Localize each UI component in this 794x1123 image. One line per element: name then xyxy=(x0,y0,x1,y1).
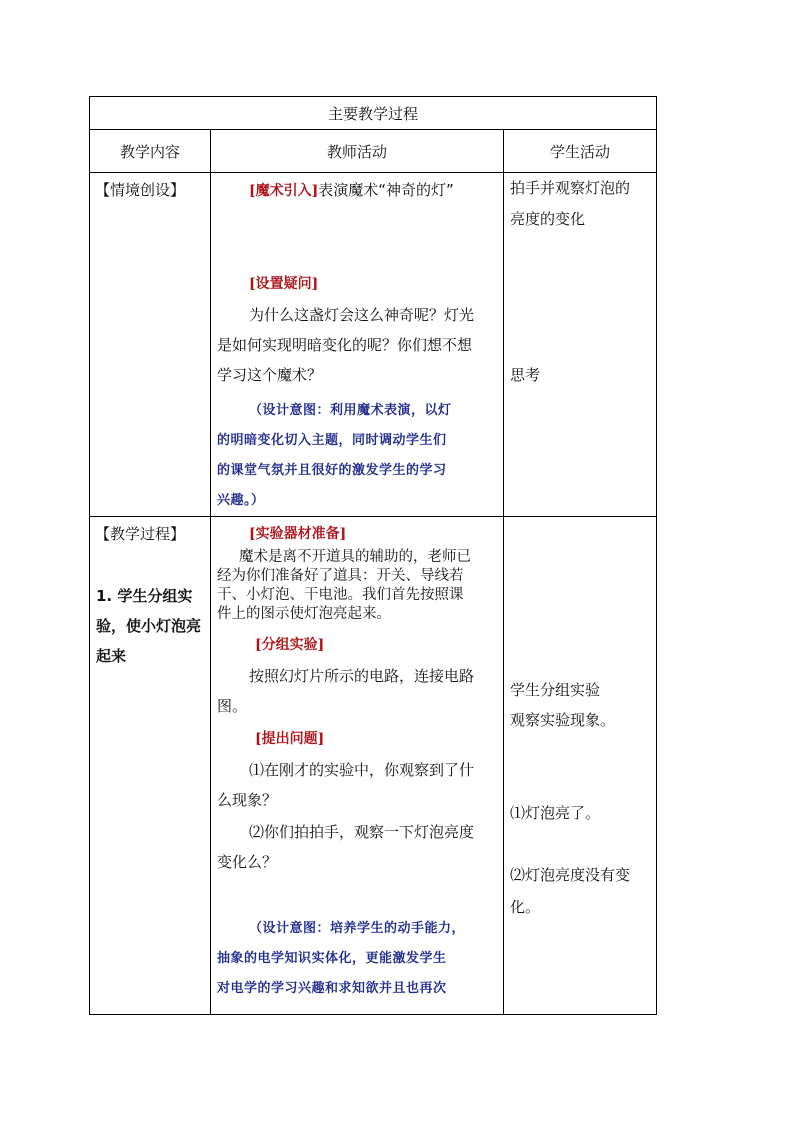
row2-teacher-cell xyxy=(211,517,504,1015)
group-experiment-tag: [分组实验] xyxy=(255,637,325,653)
question-one-line: 么现象？ xyxy=(217,791,278,809)
magic-intro-text: 表演魔术“神奇的灯” xyxy=(318,181,454,199)
student-activity-line: 化。 xyxy=(510,898,541,916)
intent-line: 的课堂气氛并且很好的激发学生的学习 xyxy=(217,463,447,478)
intent-line: 抽象的电学知识实体化，更能激发学生 xyxy=(217,951,447,966)
header-content: 教学内容 xyxy=(90,130,211,173)
row1-student-cell xyxy=(504,173,657,517)
table-title: 主要教学过程 xyxy=(90,97,657,130)
student-activity-line: 亮度的变化 xyxy=(510,210,586,228)
intent-line: （设计意图：利用魔术表演，以灯 xyxy=(249,403,452,418)
set-question-tag: [设置疑问] xyxy=(249,276,319,292)
student-activity-line: ⑵灯泡亮度没有变 xyxy=(510,866,631,884)
equipment-prep-tag: [实验器材准备] xyxy=(249,526,347,542)
group-line: 按照幻灯片所示的电路，连接电路 xyxy=(249,667,475,685)
row2-content-line: 验，使小灯泡亮 xyxy=(96,617,202,635)
prep-line: 干、小灯泡、干电池。我们首先按照课 xyxy=(217,587,464,603)
row2-content-cell xyxy=(90,517,211,1015)
magic-intro-tag: [魔术引入] xyxy=(249,183,319,199)
intent-line: 兴趣。） xyxy=(217,493,265,508)
question-one-line: ⑴在刚才的实验中，你观察到了什 xyxy=(249,761,475,779)
student-activity-line: 拍手并观察灯泡的 xyxy=(510,179,631,197)
intent-line: 的明暗变化切入主题，同时调动学生们 xyxy=(217,433,447,448)
prep-line: 魔术是离不开道具的辅助的，老师已 xyxy=(239,549,471,565)
row1-content-cell xyxy=(90,173,211,517)
header-student: 学生活动 xyxy=(504,130,657,173)
row2-content-line: 1. 学生分组实 xyxy=(96,587,193,605)
student-activity-line: ⑴灯泡亮了。 xyxy=(510,804,601,822)
question-line: 学习这个魔术？ xyxy=(217,366,323,384)
question-two-line: ⑵你们拍拍手，观察一下灯泡亮度 xyxy=(249,823,475,841)
question-two-line: 变化么？ xyxy=(217,853,278,871)
intent-line: （设计意图：培养学生的动手能力， xyxy=(249,921,466,936)
student-activity-line: 观察实验现象。 xyxy=(510,711,616,729)
header-teacher: 教师活动 xyxy=(211,130,504,173)
row1-teacher-cell xyxy=(211,173,504,517)
prep-line: 件上的图示使灯泡亮起来。 xyxy=(217,606,391,622)
intent-line: 对电学的学习兴趣和求知欲并且也再次 xyxy=(217,981,447,996)
magic-intro-line xyxy=(249,179,454,200)
raise-question-tag: [提出问题] xyxy=(255,731,325,747)
prep-line: 经为你们准备好了道具：开关、导线若 xyxy=(217,568,464,584)
student-activity-line: 思考 xyxy=(510,366,541,384)
row2-content-title: 【教学过程】 xyxy=(95,525,186,543)
row2-content-line: 起来 xyxy=(96,647,127,665)
row2-student-cell xyxy=(504,517,657,1015)
row1-content-label: 【情境创设】 xyxy=(95,181,186,199)
student-activity-line: 学生分组实验 xyxy=(510,681,601,699)
group-line: 图。 xyxy=(217,697,248,715)
question-line: 是如何实现明暗变化的呢？你们想不想 xyxy=(217,336,473,354)
question-line: 为什么这盏灯会这么神奇呢？灯光 xyxy=(249,306,475,324)
teaching-process-table xyxy=(89,96,657,1015)
